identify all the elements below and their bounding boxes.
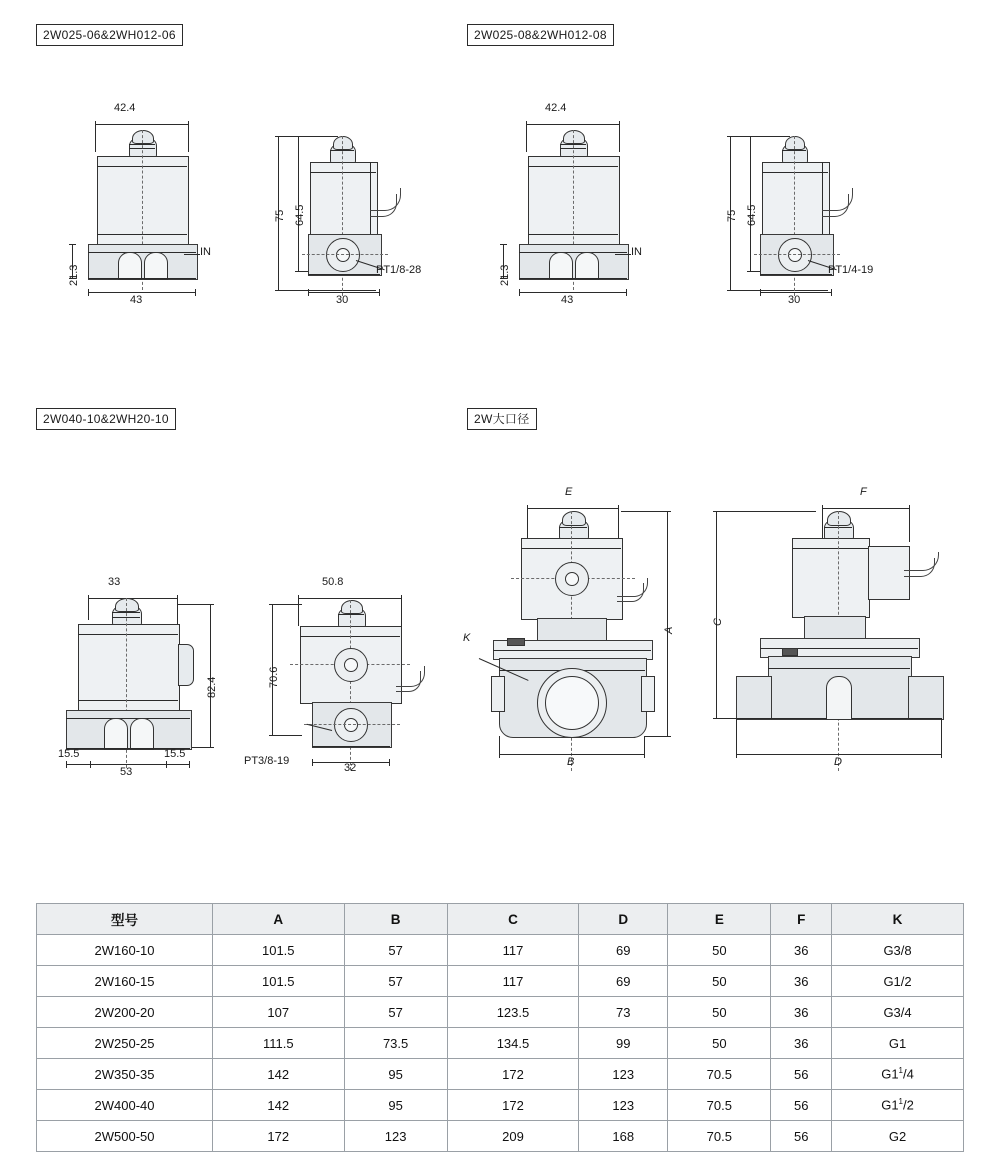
b-cell: 57 [344,935,447,966]
model-cell: 2W350-35 [37,1059,213,1090]
dim-33: 33 [108,576,121,588]
dim-50-8: 50.8 [322,576,344,588]
dim-21-3-b: 21.3 [499,264,511,286]
a-cell: 142 [213,1090,345,1121]
c-cell: 172 [447,1090,579,1121]
k-cell: $G1^1/4$ [832,1059,964,1090]
drawing-3-side [244,570,470,815]
table-row [37,966,964,997]
d-cell: 69 [579,966,668,997]
dim-E: E [565,486,573,498]
c-cell: 123.5 [447,997,579,1028]
dim-30-2: 30 [788,294,801,306]
col-model: 型号 [37,904,213,935]
dim-53: 53 [120,766,133,778]
dim-K: K [463,632,471,644]
a-cell: 101.5 [213,966,345,997]
e-cell: 50 [668,997,771,1028]
spec-table [36,903,964,1152]
dim-F: F [860,486,867,498]
drawing-4-side [700,480,960,810]
d-cell: 123 [579,1059,668,1090]
dim-82-4: 82.4 [206,676,218,698]
model-cell: 2W500-50 [37,1121,213,1152]
f-cell: 56 [771,1121,832,1152]
table-header-row [37,904,964,935]
col-d: D [579,904,668,935]
model-cell: 2W200-20 [37,997,213,1028]
a-cell: 101.5 [213,935,345,966]
e-cell: 70.5 [668,1059,771,1090]
thread-label-1: PT1/8-28 [376,264,422,276]
dim-64-5: 64.5 [294,204,306,226]
drawing-1-side [270,100,470,315]
c-cell: 117 [447,935,579,966]
model-cell: 2W160-15 [37,966,213,997]
dim-30-1: 30 [336,294,349,306]
thread-label-2: PT1/4-19 [828,264,874,276]
f-cell: 36 [771,1028,832,1059]
model-cell: 2W160-10 [37,935,213,966]
b-cell: 95 [344,1090,447,1121]
table-row [37,1090,964,1121]
col-a: A [213,904,345,935]
b-cell: 73.5 [344,1028,447,1059]
a-cell: 111.5 [213,1028,345,1059]
a-cell: 172 [213,1121,345,1152]
k-cell: G1/2 [832,966,964,997]
e-cell: 50 [668,935,771,966]
dim-43: 43 [130,294,143,306]
label-in-1: IN [200,246,211,258]
model-cell: 2W400-40 [37,1090,213,1121]
d-cell: 123 [579,1090,668,1121]
model-cell: 2W250-25 [37,1028,213,1059]
dim-A: A [663,626,675,634]
k-cell: G1 [832,1028,964,1059]
k-cell: $G1^1/2$ [832,1090,964,1121]
drawing-2-side [722,100,922,315]
c-cell: 209 [447,1121,579,1152]
drawing-1-front [68,100,260,310]
a-cell: 107 [213,997,345,1028]
table-row [37,1028,964,1059]
col-c: C [447,904,579,935]
d-cell: 73 [579,997,668,1028]
e-cell: 50 [668,1028,771,1059]
d-cell: 168 [579,1121,668,1152]
section-title-3: 2W040-10&2WH20-10 [36,408,176,430]
k-cell: G3/4 [832,997,964,1028]
a-cell: 142 [213,1059,345,1090]
e-cell: 50 [668,966,771,997]
k-cell: G3/8 [832,935,964,966]
dim-75: 75 [274,209,286,222]
c-cell: 117 [447,966,579,997]
table-row [37,1121,964,1152]
k-cell: G2 [832,1121,964,1152]
dim-C: C [712,618,724,626]
section-title-2: 2W025-08&2WH012-08 [467,24,614,46]
table-row [37,1059,964,1090]
dim-15-5-right: 15.5 [164,748,186,760]
d-cell: 69 [579,935,668,966]
thread-label-3: PT3/8-19 [244,755,290,767]
b-cell: 57 [344,997,447,1028]
d-cell: 99 [579,1028,668,1059]
c-cell: 172 [447,1059,579,1090]
col-k: K [832,904,964,935]
label-in-2: IN [631,246,642,258]
b-cell: 57 [344,966,447,997]
dim-15-5-left: 15.5 [58,748,80,760]
f-cell: 36 [771,935,832,966]
f-cell: 56 [771,1059,832,1090]
dim-D: D [834,756,842,768]
col-e: E [668,904,771,935]
b-cell: 95 [344,1059,447,1090]
c-cell: 134.5 [447,1028,579,1059]
section-title-1: 2W025-06&2WH012-06 [36,24,183,46]
drawing-3-front [60,570,260,810]
dim-32: 32 [344,762,357,774]
dim-42-4: 42.4 [114,102,136,114]
table-row [37,997,964,1028]
b-cell: 123 [344,1121,447,1152]
dim-64-5-b: 64.5 [746,204,758,226]
dim-75-b: 75 [726,209,738,222]
dim-B: B [567,756,575,768]
e-cell: 70.5 [668,1090,771,1121]
section-title-4: 2W大口径 [467,408,537,430]
drawing-2-front [499,100,691,310]
dim-43-b: 43 [561,294,574,306]
dim-42-4-b: 42.4 [545,102,567,114]
e-cell: 70.5 [668,1121,771,1152]
dim-70-6: 70.6 [268,666,280,688]
dim-21-3: 21.3 [68,264,80,286]
col-f: F [771,904,832,935]
drawing-4-front [455,480,685,810]
f-cell: 36 [771,966,832,997]
col-b: B [344,904,447,935]
table-row [37,935,964,966]
f-cell: 56 [771,1090,832,1121]
f-cell: 36 [771,997,832,1028]
